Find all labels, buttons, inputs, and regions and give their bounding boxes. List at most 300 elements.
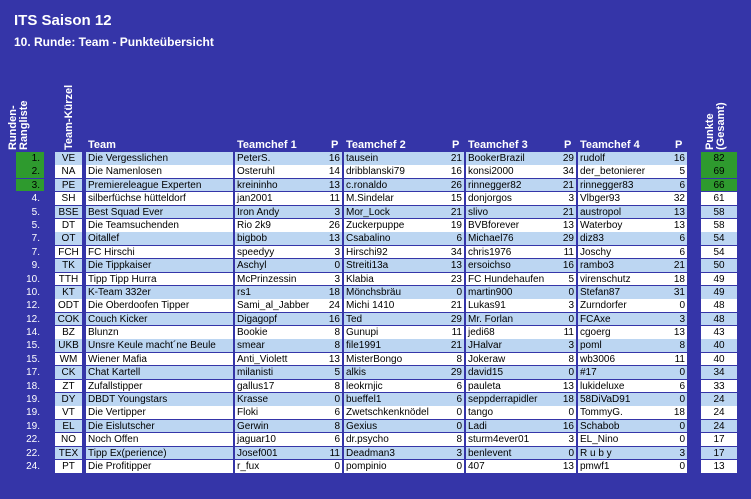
points-3-cell: 29: [560, 232, 576, 245]
teamchef-1-cell: Osteruhl: [235, 165, 326, 178]
table-row: [0, 286, 751, 299]
points-1-cell: 11: [326, 192, 342, 205]
points-2-cell: 21: [448, 206, 464, 219]
team-name-cell: Die Namenlosen: [86, 165, 233, 178]
total-points-cell: 17: [701, 433, 737, 446]
teamchef-2-cell: tausein: [344, 152, 448, 165]
teamchef-4-cell: TommyG.: [578, 406, 671, 419]
points-3-cell: 0: [560, 286, 576, 299]
points-2-cell: 6: [448, 232, 464, 245]
table-row: [0, 246, 751, 259]
team-code-cell: TTH: [55, 273, 82, 286]
team-name-cell: FC Hirschi: [86, 246, 233, 259]
teamchef-4-cell: Stefan87: [578, 286, 671, 299]
points-1-cell: 6: [326, 433, 342, 446]
points-2-cell: 26: [448, 179, 464, 192]
team-name-cell: Premiereleague Experten: [86, 179, 233, 192]
team-code-cell: DT: [55, 219, 82, 232]
table-row: [0, 259, 751, 272]
teamchef-1-cell: gallus17: [235, 380, 326, 393]
team-name-cell: Chat Kartell: [86, 366, 233, 379]
teamchef-2-cell: Streiti13a: [344, 259, 448, 272]
team-code-cell: COK: [55, 313, 82, 326]
teamchef-1-cell: r_fux: [235, 460, 326, 473]
rank-cell: 24.: [26, 460, 40, 472]
teamchef-2-cell: leokrnjic: [344, 380, 448, 393]
team-name-cell: Oitallef: [86, 232, 233, 245]
teamchef-3-cell: BookerBrazil: [466, 152, 560, 165]
team-name-cell: Die Vergesslichen: [86, 152, 233, 165]
teamchef-4-cell: cgoerg: [578, 326, 671, 339]
team-name-cell: Die Oberdoofen Tipper: [86, 299, 233, 312]
teamchef-2-cell: Ted: [344, 313, 448, 326]
points-1-cell: 24: [326, 299, 342, 312]
teamchef-3-cell: pauleta: [466, 380, 560, 393]
total-points-cell: 58: [701, 206, 737, 219]
teamchef-1-cell: jan2001: [235, 192, 326, 205]
team-name-cell: Die Tippkaiser: [86, 259, 233, 272]
team-code-cell: NO: [55, 433, 82, 446]
points-2-cell: 0: [448, 420, 464, 433]
points-2-cell: 3: [448, 447, 464, 460]
points-3-cell: 11: [560, 326, 576, 339]
total-points-cell: 40: [701, 339, 737, 352]
points-4-cell: 0: [671, 460, 687, 473]
table-row: [0, 447, 751, 460]
points-1-cell: 3: [326, 273, 342, 286]
table-row: [0, 232, 751, 245]
table-row: [0, 326, 751, 339]
points-1-cell: 8: [326, 420, 342, 433]
teamchef-4-cell: lukideluxe: [578, 380, 671, 393]
teamchef-4-cell: poml: [578, 339, 671, 352]
points-3-cell: 0: [560, 447, 576, 460]
teamchef-2-cell: M.Sindelar: [344, 192, 448, 205]
points-2-cell: 6: [448, 393, 464, 406]
standings-table: [0, 152, 751, 473]
teamchef-1-cell: Gerwin: [235, 420, 326, 433]
teamchef-2-cell: dr.psycho: [344, 433, 448, 446]
teamchef-4-cell: R u b y: [578, 447, 671, 460]
teamchef-4-cell: der_betonierer: [578, 165, 671, 178]
teamchef-1-cell: milanisti: [235, 366, 326, 379]
points-1-cell: 11: [326, 447, 342, 460]
table-row: [0, 152, 751, 165]
points-3-cell: 16: [560, 259, 576, 272]
rank-cell: 7.: [31, 246, 40, 258]
points-3-cell: 0: [560, 313, 576, 326]
teamchef-2-cell: Klabia: [344, 273, 448, 286]
total-points-cell: 69: [701, 165, 737, 178]
teamchef-1-cell: smear: [235, 339, 326, 352]
table-row: [0, 219, 751, 232]
team-code-cell: DY: [55, 393, 82, 406]
points-4-cell: 0: [671, 433, 687, 446]
total-points-cell: 49: [701, 273, 737, 286]
rank-cell: 4.: [31, 193, 40, 205]
table-row: [0, 179, 751, 192]
teamchef-1-cell: Aschyl: [235, 259, 326, 272]
table-row: [0, 206, 751, 219]
points-4-cell: 0: [671, 299, 687, 312]
team-code-cell: CK: [55, 366, 82, 379]
team-code-cell: VT: [55, 406, 82, 419]
total-points-cell: 58: [701, 219, 737, 232]
team-code-cell: FCH: [55, 246, 82, 259]
points-2-cell: 23: [448, 273, 464, 286]
rank-cell: 18.: [26, 380, 40, 392]
teamchef-3-cell: 407: [466, 460, 560, 473]
table-row: [0, 299, 751, 312]
points-3-cell: 3: [560, 433, 576, 446]
table-row: [0, 339, 751, 352]
rank-cell: 3.: [16, 179, 44, 192]
team-code-cell: TEX: [55, 447, 82, 460]
teamchef-2-cell: Zwetschkenknödel: [344, 406, 448, 419]
teamchef-2-cell: alkis: [344, 366, 448, 379]
teamchef-3-cell: FC Hundehaufen: [466, 273, 560, 286]
teamchef-1-cell: McPrinzessin: [235, 273, 326, 286]
total-points-cell: 24: [701, 393, 737, 406]
rank-cell: 14.: [26, 327, 40, 339]
rank-cell: 12.: [26, 313, 40, 325]
points-1-cell: 6: [326, 406, 342, 419]
points-1-cell: 16: [326, 313, 342, 326]
points-1-cell: 5: [326, 366, 342, 379]
points-3-cell: 16: [560, 420, 576, 433]
teamchef-2-cell: Michi 1410: [344, 299, 448, 312]
header-teamchef-2: Teamchef 2: [346, 139, 406, 151]
points-4-cell: 6: [671, 179, 687, 192]
points-1-cell: 8: [326, 326, 342, 339]
points-3-cell: 3: [560, 192, 576, 205]
teamchef-2-cell: Gexius: [344, 420, 448, 433]
total-points-cell: 54: [701, 246, 737, 259]
points-4-cell: 3: [671, 313, 687, 326]
team-code-cell: VE: [55, 152, 82, 165]
team-name-cell: Blunzn: [86, 326, 233, 339]
total-points-cell: 48: [701, 299, 737, 312]
rank-cell: 15.: [26, 340, 40, 352]
points-3-cell: 5: [560, 273, 576, 286]
points-3-cell: 0: [560, 406, 576, 419]
teamchef-2-cell: Mor_Lock: [344, 206, 448, 219]
header-rank: Runden- Rangliste: [7, 100, 30, 150]
rank-cell: 9.: [31, 260, 40, 272]
total-points-cell: 17: [701, 447, 737, 460]
page-subtitle: 10. Runde: Team - Punkteübersicht: [14, 35, 214, 49]
team-name-cell: Best Squad Ever: [86, 206, 233, 219]
points-1-cell: 3: [326, 206, 342, 219]
teamchef-4-cell: rinnegger83: [578, 179, 671, 192]
team-code-cell: UKB: [55, 339, 82, 352]
teamchef-3-cell: seppderrapidler: [466, 393, 560, 406]
teamchef-1-cell: bigbob: [235, 232, 326, 245]
teamchef-2-cell: dribblanski79: [344, 165, 448, 178]
rank-cell: 17.: [26, 367, 40, 379]
header-p3: P: [564, 139, 572, 151]
team-name-cell: Noch Offen: [86, 433, 233, 446]
team-code-cell: BZ: [55, 326, 82, 339]
teamchef-1-cell: Bookie: [235, 326, 326, 339]
points-4-cell: 16: [671, 152, 687, 165]
header-code: Team-Kürzel: [63, 84, 75, 150]
teamchef-1-cell: kreininho: [235, 179, 326, 192]
teamchef-3-cell: Jokeraw: [466, 353, 560, 366]
table-row: [0, 366, 751, 379]
teamchef-3-cell: rinnegger82: [466, 179, 560, 192]
team-code-cell: PE: [55, 179, 82, 192]
total-points-cell: 54: [701, 232, 737, 245]
teamchef-3-cell: Lukas91: [466, 299, 560, 312]
points-3-cell: 3: [560, 339, 576, 352]
teamchef-1-cell: Digagopf: [235, 313, 326, 326]
total-points-cell: 82: [701, 152, 737, 165]
points-1-cell: 18: [326, 286, 342, 299]
team-code-cell: BSE: [55, 206, 82, 219]
rank-cell: 10.: [26, 273, 40, 285]
points-4-cell: 3: [671, 447, 687, 460]
team-code-cell: TK: [55, 259, 82, 272]
teamchef-2-cell: c.ronaldo: [344, 179, 448, 192]
teamchef-4-cell: austropol: [578, 206, 671, 219]
points-3-cell: 21: [560, 206, 576, 219]
total-points-cell: 48: [701, 313, 737, 326]
points-4-cell: 18: [671, 273, 687, 286]
total-points-cell: 50: [701, 259, 737, 272]
teamchef-1-cell: Rio 2k9: [235, 219, 326, 232]
points-2-cell: 6: [448, 380, 464, 393]
points-3-cell: 3: [560, 299, 576, 312]
points-1-cell: 13: [326, 179, 342, 192]
team-code-cell: OT: [55, 232, 82, 245]
teamchef-3-cell: slivo: [466, 206, 560, 219]
header-teamchef-3: Teamchef 3: [468, 139, 528, 151]
points-3-cell: 13: [560, 460, 576, 473]
total-points-cell: 34: [701, 366, 737, 379]
teamchef-1-cell: Krasse: [235, 393, 326, 406]
teamchef-4-cell: pmwf1: [578, 460, 671, 473]
total-points-cell: 24: [701, 420, 737, 433]
team-code-cell: KT: [55, 286, 82, 299]
team-name-cell: Couch Kicker: [86, 313, 233, 326]
teamchef-3-cell: Mr. Forlan: [466, 313, 560, 326]
header-total: Punkte (Gesamt): [704, 102, 727, 150]
rank-cell: 19.: [26, 407, 40, 419]
header-p4: P: [675, 139, 683, 151]
total-points-cell: 40: [701, 353, 737, 366]
points-3-cell: 13: [560, 219, 576, 232]
rank-cell: 19.: [26, 420, 40, 432]
teamchef-4-cell: FCAxe: [578, 313, 671, 326]
team-name-cell: Zufallstipper: [86, 380, 233, 393]
teamchef-4-cell: #17: [578, 366, 671, 379]
teamchef-3-cell: BVBforever: [466, 219, 560, 232]
teamchef-2-cell: Zuckerpuppe: [344, 219, 448, 232]
teamchef-3-cell: konsi2000: [466, 165, 560, 178]
team-code-cell: NA: [55, 165, 82, 178]
team-name-cell: Unsre Keule macht´ne Beule: [86, 339, 233, 352]
teamchef-3-cell: Michael76: [466, 232, 560, 245]
teamchef-4-cell: 58DiVaD91: [578, 393, 671, 406]
points-3-cell: 11: [560, 246, 576, 259]
total-points-cell: 24: [701, 406, 737, 419]
teamchef-2-cell: bueffel1: [344, 393, 448, 406]
teamchef-1-cell: Josef001: [235, 447, 326, 460]
points-2-cell: 34: [448, 246, 464, 259]
table-row: [0, 393, 751, 406]
teamchef-2-cell: MisterBongo: [344, 353, 448, 366]
team-code-cell: SH: [55, 192, 82, 205]
team-name-cell: Die Eislutscher: [86, 420, 233, 433]
points-4-cell: 6: [671, 232, 687, 245]
teamchef-1-cell: Sami_al_Jabber: [235, 299, 326, 312]
page-title: ITS Saison 12: [14, 12, 112, 29]
points-1-cell: 8: [326, 339, 342, 352]
teamchef-4-cell: EL_Nino: [578, 433, 671, 446]
teamchef-3-cell: donjorgos: [466, 192, 560, 205]
total-points-cell: 33: [701, 380, 737, 393]
points-3-cell: 34: [560, 165, 576, 178]
table-row: [0, 380, 751, 393]
header-p2: P: [452, 139, 460, 151]
points-4-cell: 0: [671, 420, 687, 433]
teamchef-2-cell: Hirschi92: [344, 246, 448, 259]
team-code-cell: ZT: [55, 380, 82, 393]
points-4-cell: 32: [671, 192, 687, 205]
points-2-cell: 15: [448, 192, 464, 205]
rank-cell: 19.: [26, 394, 40, 406]
teamchef-1-cell: PeterS.: [235, 152, 326, 165]
total-points-cell: 43: [701, 326, 737, 339]
points-2-cell: 11: [448, 326, 464, 339]
teamchef-4-cell: rudolf: [578, 152, 671, 165]
table-row: [0, 406, 751, 419]
teamchef-3-cell: sturm4ever01: [466, 433, 560, 446]
points-2-cell: 19: [448, 219, 464, 232]
table-row: [0, 433, 751, 446]
points-2-cell: 8: [448, 353, 464, 366]
points-2-cell: 21: [448, 299, 464, 312]
header-teamchef-1: Teamchef 1: [237, 139, 297, 151]
rank-cell: 5.: [31, 219, 40, 231]
team-code-cell: PT: [55, 460, 82, 473]
rank-cell: 2.: [16, 165, 44, 178]
points-2-cell: 21: [448, 339, 464, 352]
points-4-cell: 8: [671, 339, 687, 352]
points-2-cell: 29: [448, 313, 464, 326]
team-name-cell: Die Profitipper: [86, 460, 233, 473]
teamchef-3-cell: benlevent: [466, 447, 560, 460]
team-name-cell: Tipp Tipp Hurra: [86, 273, 233, 286]
team-name-cell: Tipp Ex(perience): [86, 447, 233, 460]
teamchef-2-cell: Deadman3: [344, 447, 448, 460]
points-2-cell: 21: [448, 152, 464, 165]
teamchef-1-cell: Iron Andy: [235, 206, 326, 219]
teamchef-3-cell: ersoichso: [466, 259, 560, 272]
points-1-cell: 26: [326, 219, 342, 232]
teamchef-3-cell: Ladi: [466, 420, 560, 433]
points-4-cell: 18: [671, 406, 687, 419]
points-1-cell: 16: [326, 152, 342, 165]
team-code-cell: WM: [55, 353, 82, 366]
points-3-cell: 0: [560, 366, 576, 379]
points-3-cell: 18: [560, 393, 576, 406]
points-2-cell: 0: [448, 406, 464, 419]
points-2-cell: 0: [448, 460, 464, 473]
rank-cell: 10.: [26, 286, 40, 298]
points-2-cell: 16: [448, 165, 464, 178]
rank-cell: 22.: [26, 447, 40, 459]
teamchef-4-cell: diz83: [578, 232, 671, 245]
points-1-cell: 0: [326, 460, 342, 473]
team-name-cell: Die Vertipper: [86, 406, 233, 419]
teamchef-3-cell: chris1976: [466, 246, 560, 259]
total-points-cell: 49: [701, 286, 737, 299]
team-name-cell: Wiener Mafia: [86, 353, 233, 366]
team-code-cell: ODT: [55, 299, 82, 312]
teamchef-4-cell: wb3006: [578, 353, 671, 366]
points-1-cell: 3: [326, 246, 342, 259]
teamchef-3-cell: david15: [466, 366, 560, 379]
teamchef-3-cell: JHalvar: [466, 339, 560, 352]
team-name-cell: silberfüchse hütteldorf: [86, 192, 233, 205]
points-4-cell: 13: [671, 326, 687, 339]
team-name-cell: Die Teamsuchenden: [86, 219, 233, 232]
teamchef-4-cell: virenschutz: [578, 273, 671, 286]
points-4-cell: 13: [671, 219, 687, 232]
teamchef-1-cell: Anti_Violett: [235, 353, 326, 366]
rank-cell: 5.: [31, 206, 40, 218]
points-3-cell: 29: [560, 152, 576, 165]
points-1-cell: 0: [326, 393, 342, 406]
points-3-cell: 21: [560, 179, 576, 192]
teamchef-4-cell: Waterboy: [578, 219, 671, 232]
points-4-cell: 6: [671, 380, 687, 393]
table-row: [0, 192, 751, 205]
points-2-cell: 13: [448, 259, 464, 272]
rank-cell: 1.: [16, 152, 44, 165]
points-1-cell: 13: [326, 232, 342, 245]
header-team: Team: [88, 139, 116, 151]
table-row: [0, 460, 751, 473]
points-1-cell: 14: [326, 165, 342, 178]
teamchef-4-cell: Vlbger93: [578, 192, 671, 205]
points-2-cell: 0: [448, 286, 464, 299]
table-row: [0, 273, 751, 286]
team-code-cell: EL: [55, 420, 82, 433]
rank-cell: 7.: [31, 233, 40, 245]
points-4-cell: 13: [671, 206, 687, 219]
header-teamchef-4: Teamchef 4: [580, 139, 640, 151]
points-4-cell: 0: [671, 366, 687, 379]
points-4-cell: 11: [671, 353, 687, 366]
teamchef-2-cell: Gunupi: [344, 326, 448, 339]
points-1-cell: 13: [326, 353, 342, 366]
total-points-cell: 66: [701, 179, 737, 192]
table-row: [0, 165, 751, 178]
team-name-cell: DBDT Youngstars: [86, 393, 233, 406]
points-2-cell: 29: [448, 366, 464, 379]
teamchef-4-cell: Zurndorfer: [578, 299, 671, 312]
points-4-cell: 5: [671, 165, 687, 178]
points-4-cell: 31: [671, 286, 687, 299]
teamchef-1-cell: rs1: [235, 286, 326, 299]
points-1-cell: 8: [326, 380, 342, 393]
teamchef-2-cell: file1991: [344, 339, 448, 352]
rank-cell: 15.: [26, 353, 40, 365]
team-name-cell: K-Team 332er: [86, 286, 233, 299]
